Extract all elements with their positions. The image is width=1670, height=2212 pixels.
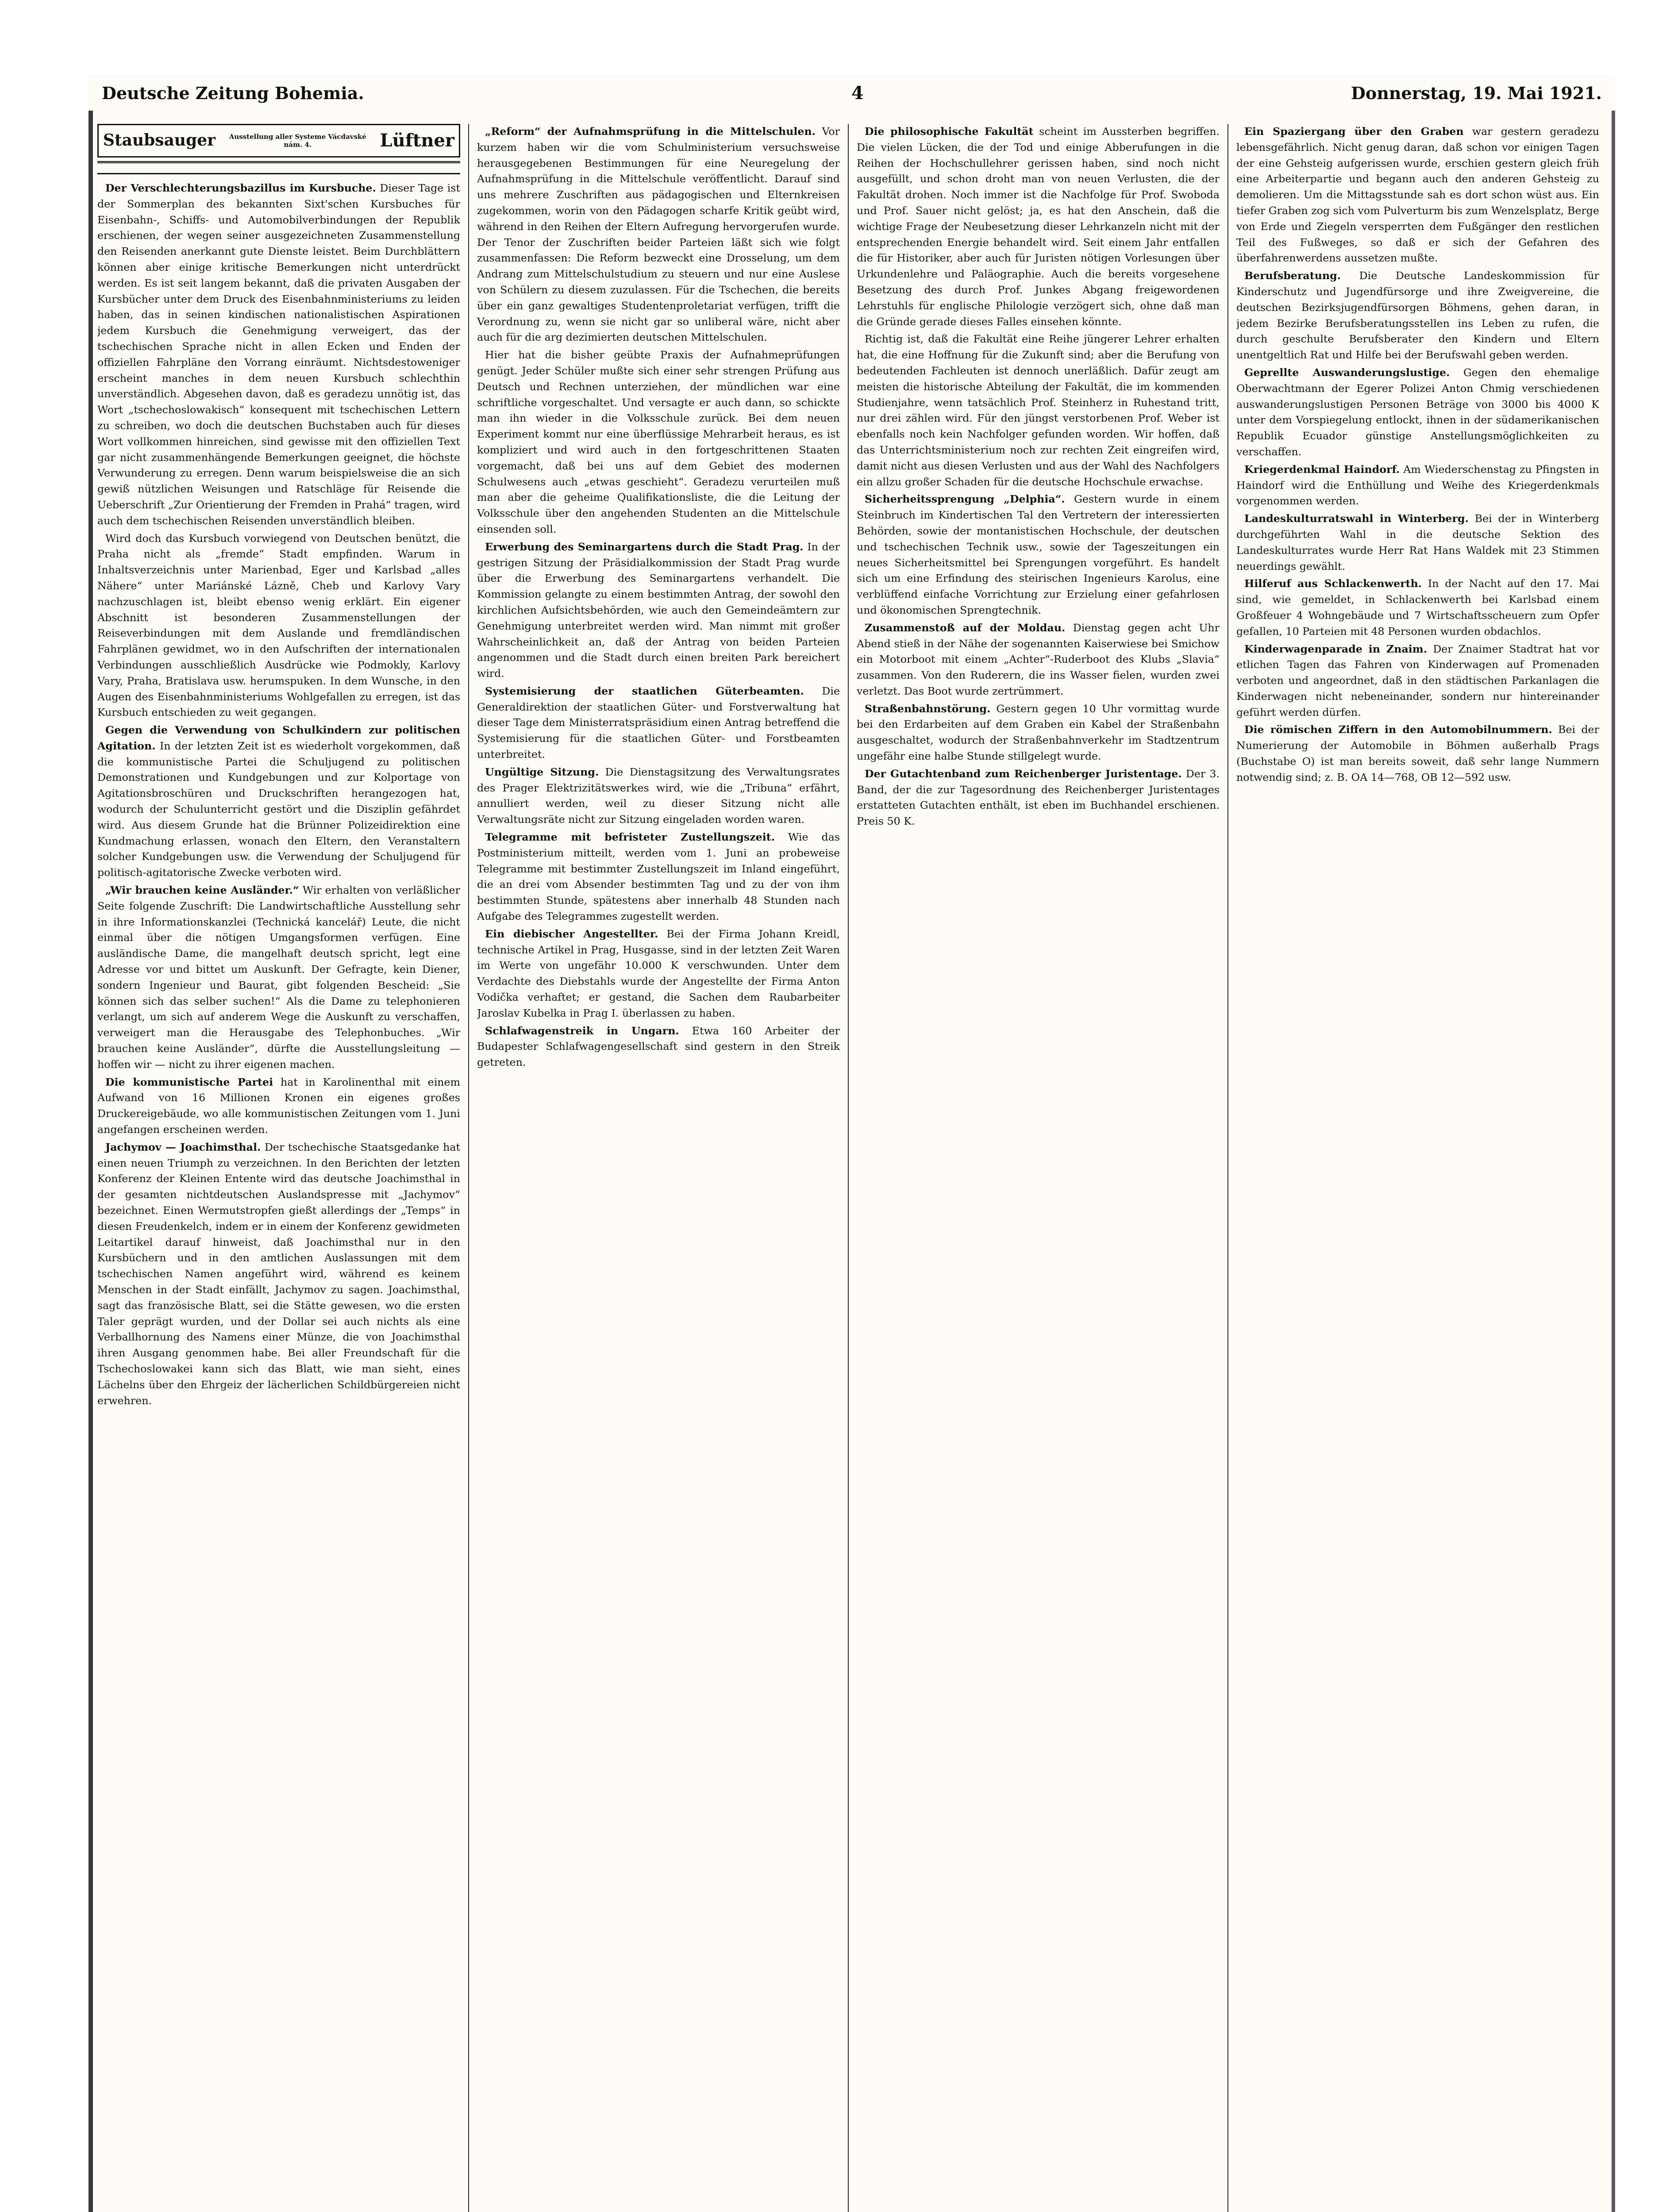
- article-headline: Jachymov — Joachimsthal.: [105, 1141, 261, 1153]
- article-text: Bei der Numerierung der Automobile in Böhmen außerhalb Prags (Buchstabe O) ist man bereits soweit, daß sehr lange Nummern notwendig sind; z. B. OA 14—768, OB 12—592 usw.: [1236, 723, 1599, 783]
- article-headline: Telegramme mit befristeter Zustellungszeit.: [485, 831, 775, 844]
- article-headline: Schlafwagenstreik in Ungarn.: [485, 1024, 679, 1037]
- article-headline: Der Verschlechterungsbazillus im Kursbuche.: [105, 182, 376, 194]
- article-headline: Sicherheitssprengung „Delphia“.: [865, 493, 1065, 506]
- article-headline: „Reform“ der Aufnahmsprüfung in die Mittelschulen.: [485, 125, 816, 138]
- article-paragraph: [477, 926, 840, 1022]
- article-text: Gestern wurde in einem Steinbruch im Kindertischen Tal den Vertretern der interessierten Behörden, sowie der montanistischen Hochschule, der deutschen und tschechischen Technik usw., sowie der Tageszeitungen ein neues Sicherheitsmittel bei Sprengungen vorgeführt. Es handelt sich um eine Erfindung des steirischen Ingenieurs Karolus, eine verblüffend einfache Vorrichtung zur Erzielung einer gefahrlosen und ökonomischen Sprengtechnik.: [857, 493, 1220, 616]
- article-text: hat in Karolinenthal mit einem Aufwand von 16 Millionen Kronen ein eigenes großes Druckereigebäude, wo alle kommunistischen Zeitungen vom 1. Juni angefangen erscheinen werden.: [97, 1075, 460, 1136]
- page-edge-left: [89, 111, 93, 2212]
- masthead: [102, 75, 1602, 111]
- article-headline: Ungültige Sitzung.: [485, 765, 599, 778]
- article-headline: Hilferuf aus Schlackenwerth.: [1244, 577, 1422, 590]
- article-paragraph: [857, 701, 1220, 764]
- article-text: Dieser Tage ist der Sommerplan des bekannten Sixt'schen Kursbuches für Eisenbahn-, Schiffs- und Automobilverbindungen der Republik erschienen, der wegen seiner ausgezeichneten Zusammenstellung den Reisenden anerkannt gute Dienste leistet. Beim Durchblättern können aber einige kritische Bemerkungen nicht unterdrückt werden. Es ist seit langem bekannt, daß die privaten Ausgaben der Kursbücher unter dem Druck des Eisenbahnministeriums zu leiden haben, das in seinen kindischen nationalistischen Aspirationen jedem Kursbuch die Genehmigung verweigert, das der tschechischen Sprache nicht in allen Ecken und Enden der offiziellen Fahrpläne den Vorrang einräumt. Nichtsdestoweniger erscheint manches in dem neuen Kursbuch schlechthin unverständlich. Abgesehen davon, daß es geradezu unnötig ist, das Wort „tschechoslowakisch“ konsequent mit tschechischen Lettern zu schreiben, wo doch die deutschen Buchstaben auch für dieses Wort vollkommen hinreichen, sind gewisse mit den offiziellen Text gar nicht zusammenhängende Bemerkungen geeignet, die höchste Verwunderung zu erregen. Denn warum beispielsweise die an sich gewiß nützlichen Weisungen und Ratschläge für Reisende die Ueberschrift „Zur Orientierung der Fremden in Prahá“ tragen, wird auch dem tschechischen Reisenden unverständlich bleiben.: [97, 182, 460, 527]
- article-text: Gestern gegen 10 Uhr vormittag wurde bei den Erdarbeiten auf dem Graben ein Kabel der Straßenbahn ausgeschaltet, wodurch der Straßenbahnverkehr im Stadtzentrum ungefähr eine halbe Stunde stillgelegt wurde.: [857, 702, 1220, 763]
- article-text: Dienstag gegen acht Uhr Abend stieß in der Nähe der sogenannten Kaiserwiese bei Smichow ein Motorboot mit einem „Achter“-Ruderboot des Klubs „Slavia“ zusammen. Von den Ruderern, die ins Wasser fielen, wurden zwei verletzt. Das Boot wurde zertrümmert.: [857, 621, 1220, 697]
- article-text: Wird doch das Kursbuch vorwiegend von Deutschen benützt, die Praha nicht als „fremde“ Stadt empfinden. Warum in Inhaltsverzeichnis unter Marienbad, Eger und Karlsbad „alles Nähere“ unter Mariánské Lázně, Cheb und Karlovy Vary nachzuschlagen ist, bleibt ebenso wenig erklärt. Ein eigener Abschnitt ist besonderen Zusammenstellungen der Reiseverbindungen mit dem Auslande und fremdländischen Fahrplänen gewidmet, wo in den Aufschriften der internationalen Verbindungen ausschließlich Ausdrücke wie Podmokly, Karlovy Vary, Praha, Bratislava usw. herumspuken. In dem Wunsche, in den Augen des Eisenbahnministeriums Wohlgefallen zu erregen, ist das Kursbuch entschieden zu weit gegangen.: [97, 532, 460, 719]
- column-1: [97, 124, 460, 2212]
- article-headline: Der Gutachtenband zum Reichenberger Juristentage.: [865, 767, 1182, 780]
- article-headline: Gegen die Verwendung von Schulkindern zur politischen Agitation.: [97, 724, 460, 752]
- article-text: Die Deutsche Landeskommission für Kinderschutz und Jugendfürsorge und ihre Zweigvereine, die deutschen Bezirksjugendfürsorgen Böhmens, gehen daran, in jedem Bezirke Berufsberatungsstellen ins Leben zu rufen, die durch geschulte Berufsberater den Kindern und Eltern unentgeltlich Rat und Hilfe bei der Berufswahl geben werden.: [1236, 269, 1599, 361]
- article-paragraph: [1236, 641, 1599, 721]
- column-3: [857, 124, 1220, 2212]
- article-paragraph: [1236, 124, 1599, 266]
- article-paragraph: [1236, 722, 1599, 785]
- ad-left-text: Staubsauger: [103, 131, 216, 150]
- article-headline: „Wir brauchen keine Ausländer.“: [105, 884, 299, 897]
- article-text: Wie das Postministerium mitteilt, werden vom 1. Juni an probeweise Telegramme mit bestimmter Zustellungszeit im Inland eingeführt, die an drei vom Absender bestimmten Tag und zu der von ihm bestimmten Stunde, spätestens aber innerhalb 48 Stunden nach Aufgabe des Telegrammes zugestellt werden.: [477, 831, 840, 923]
- page-number: 4: [851, 82, 864, 104]
- column-rule: [468, 124, 469, 2212]
- article-text: Hier hat die bisher geübte Praxis der Aufnahmeprüfungen genügt. Jeder Schüler mußte sich einer sehr strengen Prüfung aus Deutsch und Rechnen unterziehen, der mündlichen war eine schriftliche vorgeschaltet. Und versagte er auch dann, so schickte man ihn wieder in die Volksschule zurück. Bei dem neuen Experiment kommt nur eine überflüssige Mehrarbeit heraus, es ist kompliziert und wird auch in den fortgeschrittenen Staaten vorgemacht, daß bei uns auf dem Gebiet des modernen Schulwesens auch „etwas geschieht“. Geradezu verurteilen muß man aber die geheime Qualifikationsliste, die die Leitung der Volksschule über den angehenden Studenten an die Mittelschule einsenden soll.: [477, 349, 840, 535]
- column-rule: [1227, 124, 1228, 2212]
- article-paragraph: [857, 620, 1220, 699]
- article-headline: Berufsberatung.: [1244, 269, 1341, 282]
- article-text: Etwa 160 Arbeiter der Budapester Schlafwagengesellschaft sind gestern in den Streik getreten.: [477, 1024, 840, 1069]
- article-paragraph: [97, 531, 460, 721]
- column-rule: [848, 124, 849, 2212]
- ornamental-rule: [97, 161, 460, 174]
- article-text: war gestern geradezu lebensgefährlich. Nicht genug daran, daß schon vor einigen Tagen der eine Gehsteig aufgerissen wurde, erschien gestern gleich früh eine Arbeiterpartie und begann auch den anderen Gehsteig zu demolieren. Um die Mittagsstunde sah es dort schon wüst aus. Ein tiefer Graben zog sich vom Pulverturm bis zum Wenzelsplatz, Berge von Erde und Ziegeln versperrten dem Fußgänger den restlichen Teil des Fußweges, so daß er sich der Gefahren des überfahrenwerdens aussetzen mußte.: [1236, 125, 1599, 265]
- article-paragraph: [477, 830, 840, 925]
- masthead-date: Donnerstag, 19. Mai 1921.: [1351, 83, 1602, 103]
- article-text: In der gestrigen Sitzung der Präsidialkommission der Stadt Prag wurde über die Erwerbung des Seminargartens verhandelt. Die Kommission gelangte zu einem bestimmten Antrag, der sowohl den kirchlichen Aufsichtsbehörden, wie auch den Gemeindeämtern zur Genehmigung unterbreitet werden wird. Man nimmt mit großer Wahrscheinlichkeit an, daß der Antrag von beiden Parteien angenommen und die Stadt durch einen breiten Park bereichert wird.: [477, 540, 840, 680]
- article-headline: Zusammenstoß auf der Moldau.: [865, 621, 1066, 634]
- article-paragraph: [857, 766, 1220, 830]
- article-paragraph: [857, 492, 1220, 618]
- article-paragraph: [477, 539, 840, 682]
- article-headline: Landeskulturratswahl in Winterberg.: [1244, 512, 1469, 525]
- article-text: Die Generaldirektion der staatlichen Güter- und Forstverwaltung hat dieser Tage dem Ministerratspräsidium einen Antrag betreffend die Systemisierung für die staatlichen Güter- und Forstbeamten unterbreitet.: [477, 684, 840, 761]
- article-text: Vor kurzem haben wir die vom Schulministerium versuchsweise herausgegebenen Bestimmungen für eine Neuregelung der Aufnahmsprüfung in die Mittelschule veröffentlicht. Darauf sind uns mehrere Zuschriften aus pädagogischen und Elternkreisen zugekommen, worin von den Pädagogen scharfe Kritik geübt wird, während in den Reihen der Eltern Aufregung hervorgerufen wurde. Der Tenor der Zuschriften beider Parteien läßt sich wie folgt zusammenfassen: Die Reform bezweckt eine Drosselung, um dem Andrang zum Mittelschulstudium zu steuern und nur eine Auslese von Schülern zu diesem zuzulassen. Für die Tschechen, die bereits über ein ganz gewaltiges Studentenproletariat verfügen, trifft die Verordnung zu, wenn sie nicht gar so unliberal wäre, nicht aber auch für die arg dezimierten deutschen Mittelschulen.: [477, 125, 840, 344]
- column-4: [1236, 124, 1599, 2212]
- article-text: Bei der Firma Johann Kreidl, technische Artikel in Prag, Husgasse, sind in der letzten Zeit Waren im Werte von ungefähr 10.000 K verschwunden. Unter dem Verdachte des Diebstahls wurde der Angestellte der Firma Anton Vodička verhaftet; er gestand, die Sachen dem Raubarbeiter Jaroslav Kubelka in Prag I. überlassen zu haben.: [477, 927, 840, 1019]
- article-text: Der 3. Band, der die zur Tagesordnung des Reichenberger Juristentages erstatteten Gutachten enthält, ist eben im Buchhandel erschienen. Preis 50 K.: [857, 767, 1220, 828]
- article-headline: Straßenbahnstörung.: [865, 702, 991, 715]
- article-text: Gegen den ehemalige Oberwachtmann der Egerer Polizei Anton Chmig verschiedenen auswanderungslustigen Personen Beträge von 3000 bis 4000 K unter dem Vorspiegelung entlockt, ihnen in der südamerikanischen Republik Ecuador günstige Anstellungsmöglichkeiten zu verschaffen.: [1236, 366, 1599, 458]
- article-paragraph: [97, 883, 460, 1073]
- article-text: Der Znaimer Stadtrat hat vor etlichen Tagen das Fahren von Kinderwagen auf Promenaden verboten und angeordnet, daß in den städtischen Parkanlagen die Kinderwagen nicht nebeneinander, sondern nur hintereinander geführt werden dürfen.: [1236, 642, 1599, 718]
- article-paragraph: [1236, 268, 1599, 363]
- article-columns: [97, 124, 1602, 2212]
- article-paragraph: [1236, 511, 1599, 574]
- article-paragraph: [97, 1140, 460, 1409]
- article-headline: Die kommunistische Partei: [105, 1075, 273, 1088]
- article-text: Bei der in Winterberg durchgeführten Wahl in die deutsche Sektion des Landeskulturrates wurde Herr Rat Hans Waldek mit 23 Stimmen neuerdings gewählt.: [1236, 512, 1599, 572]
- article-paragraph: [97, 1075, 460, 1138]
- article-paragraph: [857, 124, 1220, 330]
- article-text: scheint im Aussterben begriffen. Die vielen Lücken, die der Tod und einige Abberufungen in die Reihen der Hochschullehrer gerissen haben, sind noch nicht ausgefüllt, und schon droht man von neuen Verlusten, die der Fakultät drohen. Noch immer ist die Nachfolge für Prof. Swoboda und Prof. Sauer nicht gelöst; ja, es hat den Anschein, daß die wichtige Frage der Neubesetzung dieser Lehrkanzeln nicht mit der entsprechenden Energie behandelt wird. Seit einem Jahr entfallen die für Historiker, aber auch für Juristen nötigen Vorlesungen über Urkundenlehre und Paläographie. Auch die bereits vorgesehene Besetzung des durch Prof. Junkes Abgang freigewordenen Lehrstuhls für englische Philologie verzögert sich, ohne daß man die Gründe gerade dieses Falles einsehen könnte.: [857, 125, 1220, 328]
- article-paragraph: [477, 1023, 840, 1071]
- article-headline: Ein diebischer Angestellter.: [485, 927, 658, 940]
- masthead-title: Deutsche Zeitung Bohemia.: [102, 83, 364, 103]
- page-edge-right: [1612, 111, 1615, 2212]
- article-paragraph: [477, 684, 840, 763]
- article-headline: Systemisierung der staatlichen Güterbeamten.: [485, 684, 804, 697]
- newspaper-page: [89, 75, 1615, 2212]
- article-text: In der Nacht auf den 17. Mai sind, wie gemeldet, in Schlackenwerth bei Karlsbad einem Großfeuer 4 Wohngebäude und 7 Wirtschaftsscheuern zum Opfer gefallen, 10 Parteien mit 48 Personen wurden obdachlos.: [1236, 577, 1599, 637]
- article-text: Am Wiederschenstag zu Pfingsten in Haindorf wird die Enthüllung und Weihe des Kriegerdenkmals vorgenommen werden.: [1236, 463, 1599, 507]
- article-headline: Geprellte Auswanderungslustige.: [1244, 366, 1450, 379]
- article-paragraph: [477, 124, 840, 346]
- article-text: Wir erhalten von verläßlicher Seite folgende Zuschrift: Die Landwirtschaftliche Ausstellung sehr in ihre Informationskanzlei (Technická kancelář) Leute, die nicht einmal über die nötigen Umgangsformen verfügen. Eine ausländische Dame, die mangelhaft deutsch spricht, legt eine Adresse vor und bittet um Auskunft. Der Gefragte, kein Diener, sondern Ingenieur und Baurat, gibt folgenden Bescheid: „Sie können sich das selber suchen!“ Als die Dame zu telephonieren verlangt, um sich auf anderem Wege die Auskunft zu verschaffen, verweigert man die Herausgabe des Telephonbuches. „Wir brauchen keine Ausländer“, dürfte die Ausstellungsleitung — hoffen wir — nicht zu ihrer eigenen machen.: [97, 884, 460, 1071]
- article-paragraph: [97, 180, 460, 529]
- ad-middle-text: Ausstellung aller Systeme Vácdavské nám. 4.: [229, 133, 366, 149]
- article-headline: Kinderwagenparade in Znaim.: [1244, 642, 1428, 655]
- article-headline: Erwerbung des Seminargartens durch die Stadt Prag.: [485, 540, 804, 553]
- article-text: Die Dienstagsitzung des Verwaltungsrates des Prager Elektrizitätswerkes wird, wie die „Tribuna“ erfährt, annulliert werden, weil zu dieser Sitzung nicht alle Verwaltungsräte nicht zur Sitzung eingeladen worden waren.: [477, 765, 840, 826]
- article-text: In der letzten Zeit ist es wiederholt vorgekommen, daß die kommunistische Partei die Schuljugend zu politischen Demonstrationen und Kundgebungen und zur Kolportage von Agitationsbroschüren und Druckschriften herangezogen hat, wodurch der Schulunterricht gestört und die Disziplin gefährdet wird. Aus diesem Grunde hat die Brünner Polizeidirektion eine Kundmachung erlassen, wonach den Eltern, den Veranstaltern solcher Kundgebungen usw. die Verwendung der Schuljugend für politisch-agitatorische Zwecke verboten wird.: [97, 739, 460, 879]
- article-paragraph: [857, 331, 1220, 490]
- ad-right-text: Lüftner: [380, 130, 454, 151]
- article-paragraph: [477, 764, 840, 828]
- column-2: [477, 124, 840, 2212]
- article-paragraph: [1236, 462, 1599, 509]
- article-text: Richtig ist, daß die Fakultät eine Reihe jüngerer Lehrer erhalten hat, die eine Hoffnung für die Zukunft sind; aber die Berufung von bedeutenden Fachleuten ist dennoch unerläßlich. Dafür zeugt am meisten die historische Abteilung der Fakultät, die im kommenden Studienjahre, wenn tatsächlich Prof. Steinherz in Ruhestand tritt, nur drei zählen wird. Für den jüngst verstorbenen Prof. Weber ist ebenfalls noch kein Nachfolger gefunden worden. Wir hoffen, daß das Unterrichtsministerium noch zur rechten Zeit eingreifen wird, damit nicht aus diesen Verlusten und aus der Wahl des Nachfolgers ein allzu großer Schaden für die deutsche Hochschule erwachse.: [857, 333, 1220, 488]
- article-headline: Ein Spaziergang über den Graben: [1244, 125, 1464, 138]
- article-headline: Die römischen Ziffern in den Automobilnummern.: [1244, 723, 1552, 736]
- article-paragraph: [1236, 576, 1599, 639]
- article-text: Der tschechische Staatsgedanke hat einen neuen Triumph zu verzeichnen. In den Berichten der letzten Konferenz der Kleinen Entente wird das deutsche Joachimsthal in der gesamten nichtdeutschen Auslandspresse mit „Jachymov“ bezeichnet. Einen Wermutstropfen gießt allerdings der „Temps“ in diesen Freudenkelch, indem er in einem der Konferenz gewidmeten Leitartikel darauf hinweist, daß Joachimsthal nur in den Kursbüchern und in den amtlichen Auslassungen mit dem tschechischen Namen angeführt wird, während es keinem Menschen in der Stadt einfällt, Jachymov zu sagen. Joachimsthal, sagt das französische Blatt, sei die Stätte gewesen, wo die ersten Taler geprägt wurden, und der Dollar sei auch nichts als eine Verballhornung des Namens einer Münze, die von Joachimsthal ihren Ausgang genommen habe. Bei aller Freundschaft für die Tschechoslowakei kann sich das Blatt, wie man sieht, eines Lächelns über den Ehrgeiz der lächerlichen Schildbürgereien nicht erwehren.: [97, 1141, 460, 1407]
- article-headline: Kriegerdenkmal Haindorf.: [1244, 463, 1400, 476]
- article-paragraph: [477, 347, 840, 538]
- article-paragraph: [1236, 365, 1599, 460]
- article-headline: Die philosophische Fakultät: [865, 125, 1034, 138]
- advertisement-box: [97, 124, 460, 157]
- article-paragraph: [97, 722, 460, 881]
